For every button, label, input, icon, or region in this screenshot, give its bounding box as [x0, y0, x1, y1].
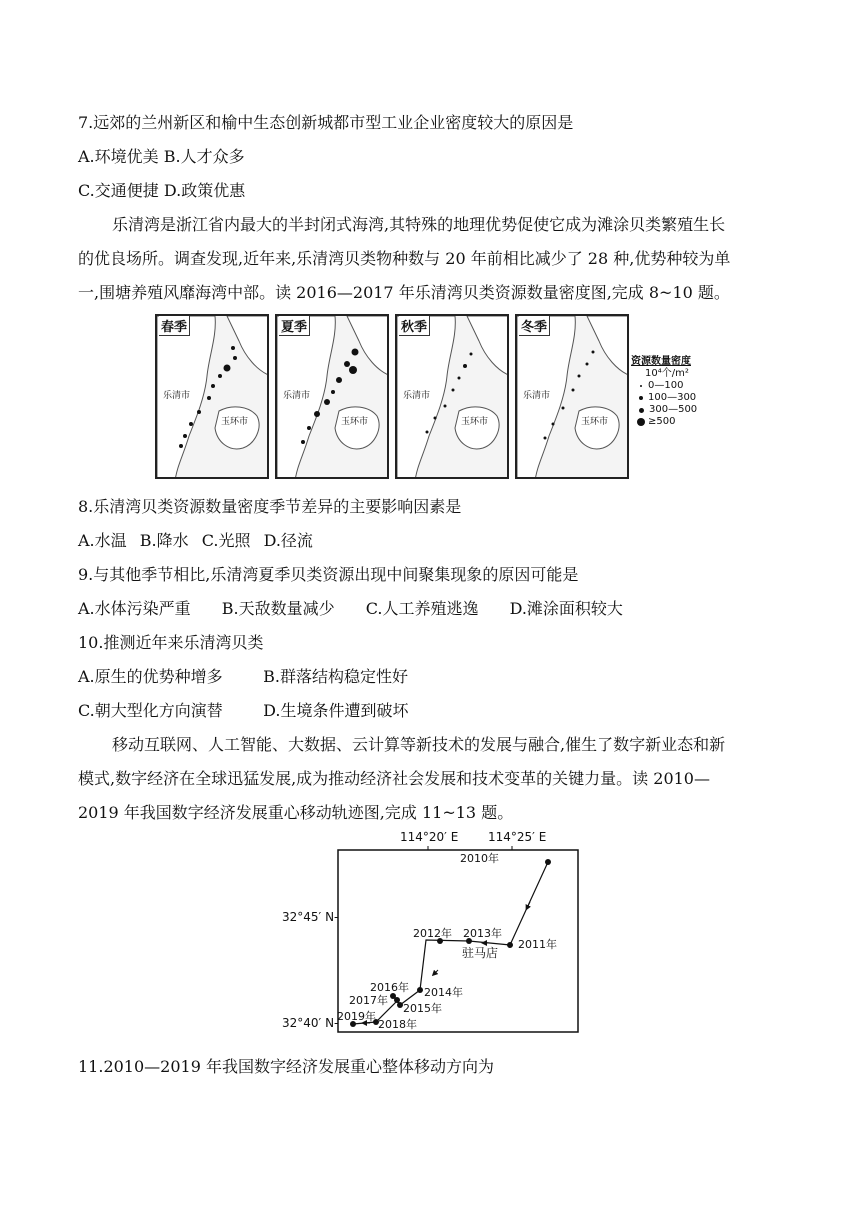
map-panel-autumn: [395, 314, 509, 479]
q8-options: [78, 530, 313, 552]
city-label-yueqing: 乐清市: [403, 391, 431, 401]
option-a: A.原生的优势种增多: [78, 667, 223, 686]
density-legend: [631, 356, 715, 428]
q7-options-ab: A.环境优美 B.人才众多: [78, 147, 245, 166]
year-label: 2012年: [413, 927, 452, 940]
city-label-yueqing: 乐清市: [163, 391, 191, 401]
city-label-yuhuan: 玉环市: [461, 417, 489, 427]
panel-title: 春季: [159, 316, 190, 336]
passage2-line2: 模式,数字经济在全球迅猛发展,成为推动经济社会发展和技术变革的关键力量。读 2010—: [78, 769, 710, 788]
year-label: 2016年: [370, 981, 409, 994]
option-b: B.降水: [139, 531, 189, 550]
panel-title: 冬季: [519, 316, 550, 336]
passage1-line2: 的优良场所。调查发现,近年来,乐清湾贝类物种数与 20 年前相比减少了 28 种,优势种较为单: [78, 249, 731, 268]
option-b: B.天敌数量减少: [221, 599, 335, 618]
passage2-line1: 移动互联网、人工智能、大数据、云计算等新技术的发展与融合,催生了数字新业态和新: [112, 735, 726, 754]
city-label-yueqing: 乐清市: [283, 391, 311, 401]
option-a: A.水温: [78, 531, 127, 550]
panel-title: 夏季: [279, 316, 310, 336]
city-label-yueqing: 乐清市: [523, 391, 551, 401]
map-panel-winter: [515, 314, 629, 479]
passage2-line3: 2019 年我国数字经济发展重心移动轨迹图,完成 11~13 题。: [78, 803, 514, 822]
option-c: C.朝大型化方向演替: [78, 701, 223, 720]
q9-options: [78, 598, 623, 620]
panel-title: 秋季: [399, 316, 430, 336]
legend-title: 资源数量密度: [631, 356, 691, 367]
legend-item: 300—500: [637, 404, 715, 416]
map-panel-summer: [275, 314, 389, 479]
option-b: B.群落结构稳定性好: [263, 667, 408, 686]
option-d: D.滩涂面积较大: [509, 599, 623, 618]
lon-label: 114°25′ E: [488, 830, 547, 844]
q10-options-ab: [78, 666, 408, 688]
q11-stem: 11.2010—2019 年我国数字经济发展重心整体移动方向为: [78, 1057, 494, 1076]
year-label: 2019年: [337, 1010, 376, 1023]
q7-stem: 7.远郊的兰州新区和榆中生态创新城都市型工业企业密度较大的原因是: [78, 113, 574, 132]
option-d: D.生境条件遭到破坏: [263, 701, 409, 720]
legend-unit: 10⁴个/m²: [645, 368, 689, 379]
option-d: D.径流: [263, 531, 313, 550]
city-label-yuhuan: 玉环市: [581, 417, 609, 427]
legend-item: ≥500: [637, 416, 715, 428]
q9-stem: 9.与其他季节相比,乐清湾夏季贝类资源出现中间聚集现象的原因可能是: [78, 565, 579, 584]
city-label-yuhuan: 玉环市: [341, 417, 369, 427]
q7-options-cd: C.交通便捷 D.政策优惠: [78, 181, 246, 200]
year-label: 2014年: [424, 986, 463, 999]
year-label: 2018年: [378, 1018, 417, 1031]
passage1-line1: 乐清湾是浙江省内最大的半封闭式海湾,其特殊的地理优势促使它成为滩涂贝类繁殖生长: [112, 215, 726, 234]
year-label: 2013年: [463, 927, 502, 940]
q8-stem: 8.乐清湾贝类资源数量密度季节差异的主要影响因素是: [78, 497, 462, 516]
density-maps-figure: [155, 314, 715, 481]
q10-stem: 10.推测近年来乐清湾贝类: [78, 633, 264, 652]
q10-options-cd: [78, 700, 408, 722]
city-label-yuhuan: 玉环市: [221, 417, 249, 427]
option-c: C.人工养殖逃逸: [365, 599, 479, 618]
option-a: A.水体污染严重: [78, 599, 191, 618]
lat-label: 32°45′ N-: [282, 910, 339, 924]
year-label: 2010年: [460, 852, 499, 865]
year-label: 2015年: [403, 1002, 442, 1015]
legend-item: 100—300: [637, 392, 715, 404]
lat-label: 32°40′ N-: [282, 1016, 339, 1030]
year-label: 2017年: [349, 994, 388, 1007]
lon-label: 114°20′ E: [400, 830, 459, 844]
city-label-zhumadian: 驻马店: [462, 946, 499, 960]
trajectory-map-figure: [280, 828, 580, 1033]
option-c: C.光照: [201, 531, 251, 550]
legend-item: 0—100: [637, 380, 715, 392]
passage1-line3: 一,围塘养殖风靡海湾中部。读 2016—2017 年乐清湾贝类资源数量密度图,完成 8~10 题。: [78, 283, 730, 302]
year-label: 2011年: [518, 938, 557, 951]
map-panel-spring: [155, 314, 269, 479]
